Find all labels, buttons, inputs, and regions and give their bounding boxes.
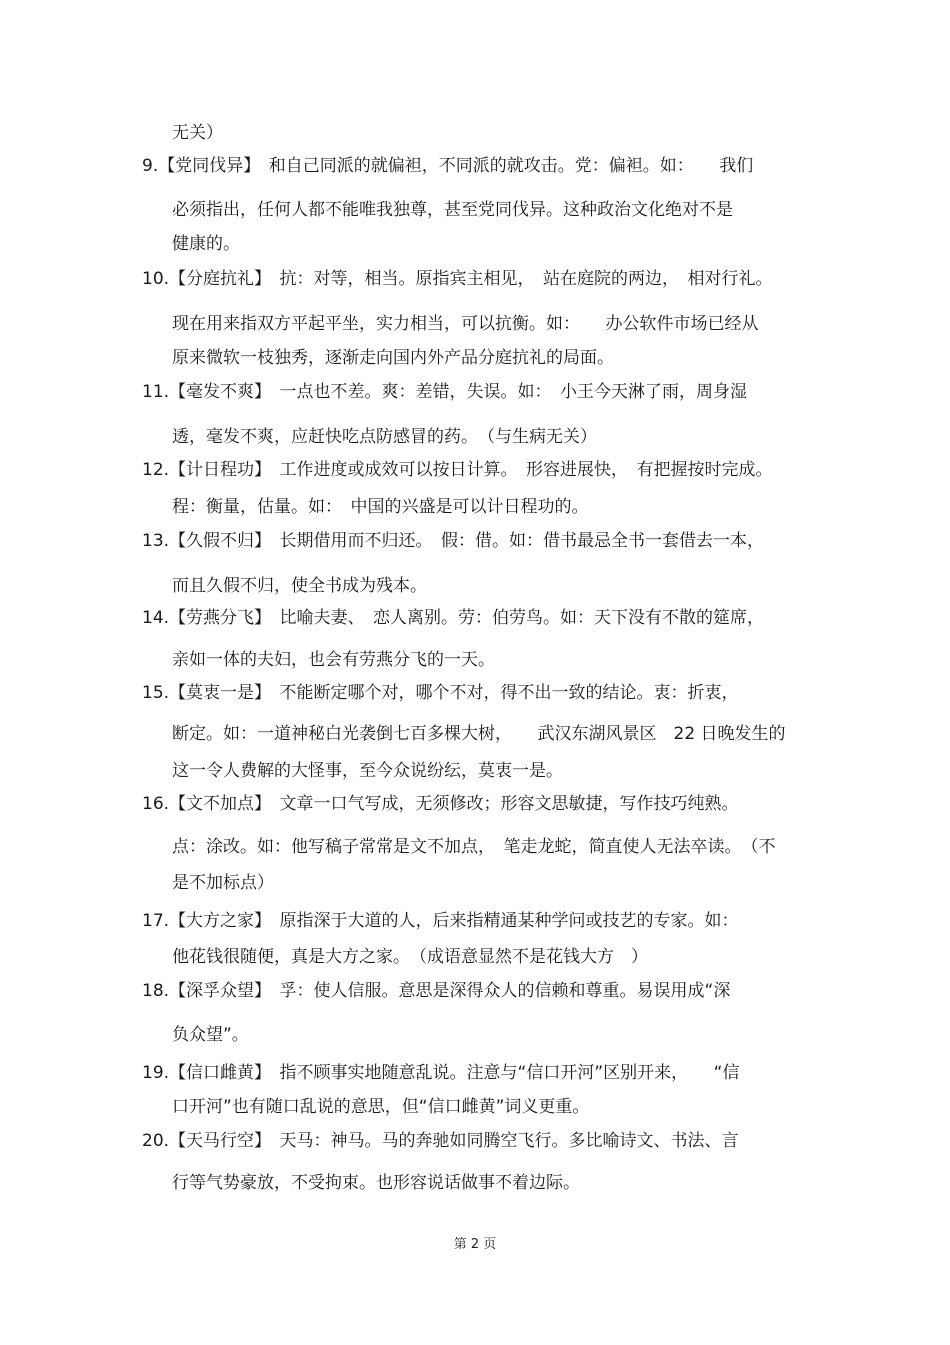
text-line: 是不加标点） [172, 873, 274, 893]
text-line: 18.【深孚众望】 孚：使人信服。意思是深得众人的信赖和尊重。易误用成“深 [142, 981, 731, 1001]
text-line: 15.【莫衷一是】 不能断定哪个对，哪个不对，得不出一致的结论。衷：折衷， [142, 683, 739, 703]
text-line: 19.【信口雌黄】 指不顾事实地随意乱说。注意与“信口开河”区别开来， “信 [142, 1063, 740, 1083]
text-line: 程：衡量，估量。如： 中国的兴盛是可以计日程功的。 [172, 497, 589, 517]
text-line: 口开河”也有随口乱说的意思，但“信口雌黄”词义更重。 [172, 1097, 590, 1117]
text-line: 13.【久假不归】 长期借用而不归还。 假：借。如：借书最忌全书一套借去一本， [142, 531, 765, 551]
page-number: 第 2 页 [453, 1237, 497, 1252]
text-line: 12.【计日程功】 工作进度或成效可以按日计算。 形容进展快， 有把握按时完成。 [142, 460, 773, 480]
text-line: 点：涂改。如：他写稿子常常是文不加点， 笔走龙蛇，简直使人无法卒读。 （不 [172, 837, 776, 857]
text-line: 行等气势豪放，不受拘束。也形容说话做事不着边际。 [172, 1173, 580, 1193]
text-line: 10.【分庭抗礼】 抗：对等，相当。原指宾主相见， 站在庭院的两边， 相对行礼。 [142, 269, 773, 289]
text-line: 20.【天马行空】 天马：神马。马的奔驰如同腾空飞行。多比喻诗文、书法、言 [142, 1131, 739, 1151]
text-line: 而且久假不归，使全书成为残本。 [172, 576, 427, 596]
text-line: 9.【党同伐异】 和自己同派的就偏袒，不同派的就攻击。党：偏袒。如： 我们 [142, 156, 754, 176]
text-line: 透，毫发不爽，应赶快吃点防感冒的药。 （与生病无关） [172, 427, 597, 447]
text-line: 他花钱很随便，真是大方之家。 （成语意显然不是花钱大方 ） [172, 947, 648, 967]
text-line: 这一令人费解的大怪事，至今众说纷纭，莫衷一是。 [172, 761, 563, 781]
text-line: 必须指出，任何人都不能唯我独尊，甚至党同伐异。这种政治文化绝对不是 [172, 200, 733, 220]
text-line: 亲如一体的夫妇，也会有劳燕分飞的一天。 [172, 650, 495, 670]
text-line: 负众望”。 [172, 1025, 249, 1045]
text-line: 17.【大方之家】 原指深于大道的人，后来指精通某种学问或技艺的专家。如： [142, 911, 739, 931]
text-line: 断定。如：一道神秘白光袭倒七百多棵大树， 武汉东湖风景区 22 日晚发生的 [172, 724, 786, 744]
text-line: 健康的。 [172, 234, 240, 254]
text-line: 16.【文不加点】 文章一口气写成，无须修改；形容文思敏捷，写作技巧纯熟。 [142, 794, 739, 814]
text-line: 无关） [172, 123, 223, 143]
text-line: 现在用来指双方平起平坐，实力相当，可以抗衡。如： 办公软件市场已经从 [172, 314, 759, 334]
text-line: 11.【毫发不爽】 一点也不差。爽：差错，失误。如： 小王今天淋了雨，周身湿 [142, 382, 748, 402]
text-line: 原来微软一枝独秀，逐渐走向国内外产品分庭抗礼的局面。 [172, 348, 614, 368]
text-line: 14.【劳燕分飞】 比喻夫妻、 恋人离别。劳：伯劳鸟。如：天下没有不散的筵席， [142, 608, 765, 628]
